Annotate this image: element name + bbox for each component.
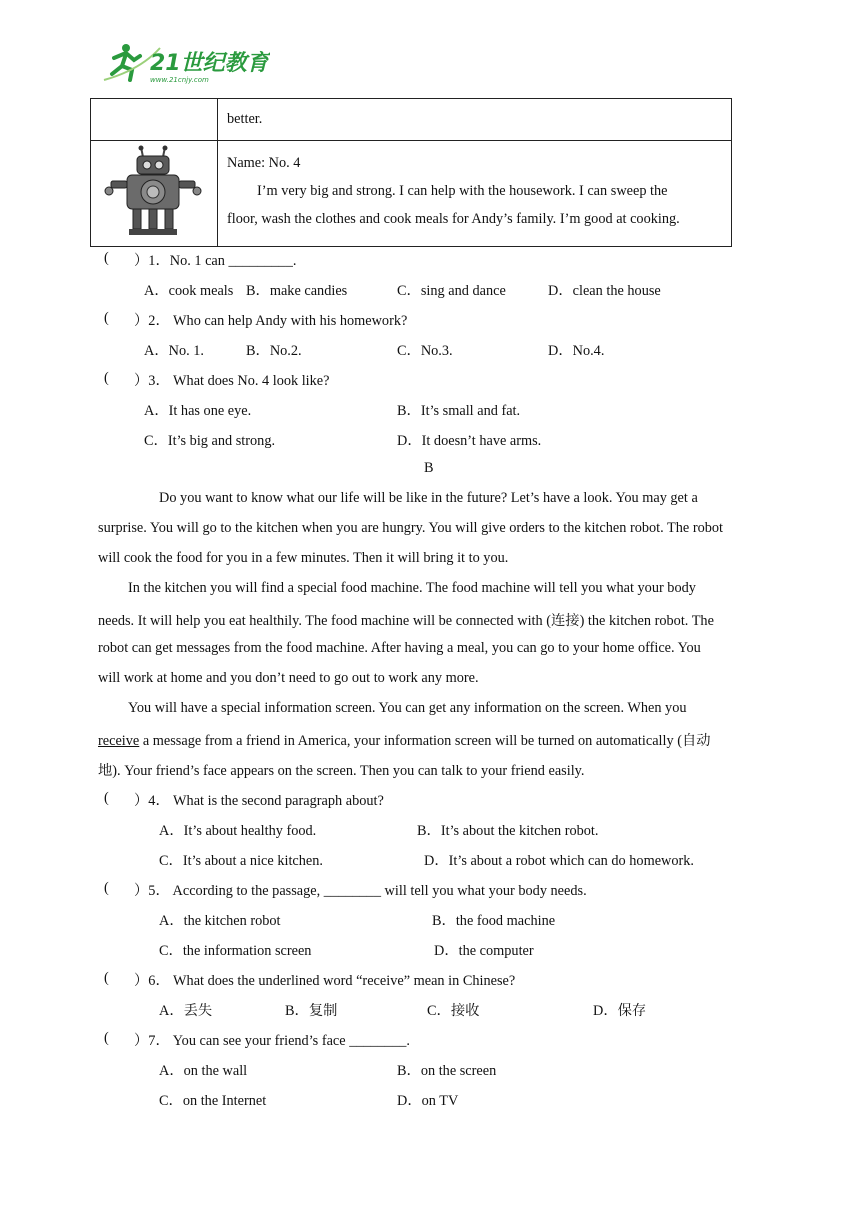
question-3-stem: ）3． What does No. 4 look like? (134, 373, 330, 389)
robot-icon (103, 145, 203, 241)
passage-p3-line2-rest: a message from a friend in America, your information screen will be turned on automatically (自动 (139, 733, 711, 749)
logo (100, 40, 270, 86)
logo-brand: 21世纪教育 (150, 51, 269, 76)
question-6-stem: ）6． What does the underlined word “receive” mean in Chinese? (134, 973, 516, 989)
passage-p2-line3: robot can get messages from the food machine. After having a meal, you can go to your home office. You (98, 640, 701, 656)
passage-p3-line1: You will have a special information screen. You can get any information on the screen. When you (128, 700, 687, 716)
answer-blank-open-6: ( (104, 970, 109, 986)
question-1-option-a: A．cook meals (144, 283, 234, 299)
question-7-option-c: C．on the Internet (159, 1093, 267, 1109)
question-5-option-b: B．the food machine (432, 913, 556, 929)
answer-blank-open-5: ( (104, 880, 109, 896)
passage-p2-line2: needs. It will help you eat healthily. The food machine will be connected with (连接) the kitchen robot. The (98, 613, 714, 629)
question-2-stem: ）2． Who can help Andy with his homework? (134, 313, 408, 329)
robot-desc-cell (218, 141, 732, 247)
question-5-option-c: C．the information screen (159, 943, 312, 959)
passage-p2-line1: In the kitchen you will find a special food machine. The food machine will tell you what your body (128, 580, 696, 596)
question-2-option-d: D．No.4. (548, 343, 605, 359)
passage-p3-line2 (98, 730, 711, 750)
underlined-word-receive: receive (98, 733, 140, 749)
question-6-option-c: C．接收 (427, 1003, 480, 1019)
question-2-option-c: C．No.3. (397, 343, 453, 359)
answer-blank-open-1: ( (104, 250, 109, 266)
question-1-stem: ）1．No. 1 can _________. (134, 253, 297, 269)
passage-p1-line2: surprise. You will go to the kitchen when you are hungry. You will give orders to the kitchen robot. The robot (98, 520, 724, 536)
question-2-option-a: A．No. 1. (144, 343, 204, 359)
question-6-option-a: A．丢失 (159, 1003, 213, 1019)
question-7-option-b: B．on the screen (397, 1063, 497, 1079)
robot-name: Name: No. 4 (227, 155, 301, 171)
question-4-option-c: C．It’s about a nice kitchen. (159, 853, 323, 869)
passage-p2-line4: will work at home and you don’t need to go out to work any more. (98, 670, 479, 686)
question-4-option-a: A．It’s about healthy food. (159, 823, 317, 839)
answer-blank-open-3: ( (104, 370, 109, 386)
table-cell-text (218, 99, 732, 141)
question-7-option-d: D．on TV (397, 1093, 459, 1109)
question-4-option-d: D．It’s about a robot which can do homework. (424, 853, 694, 869)
question-1-option-b: B．make candies (246, 283, 348, 299)
question-7-stem: ）7． You can see your friend’s face ________. (134, 1033, 410, 1049)
table-cell-empty (91, 99, 218, 141)
robot-table (90, 98, 732, 247)
question-6-option-b: B．复制 (285, 1003, 338, 1019)
question-4-stem: ）4． What is the second paragraph about? (134, 793, 384, 809)
question-3-option-d: D．It doesn’t have arms. (397, 433, 542, 449)
section-heading-b: B (424, 460, 434, 476)
row1-text: better. (227, 111, 263, 127)
passage-p1-line1: Do you want to know what our life will be like in the future? Let’s have a look. You may get a (159, 490, 698, 506)
answer-blank-open-4: ( (104, 790, 109, 806)
question-3-option-a: A．It has one eye. (144, 403, 252, 419)
logo-url: www.21cnjy.com (150, 76, 209, 84)
question-4-option-b: B．It’s about the kitchen robot. (417, 823, 599, 839)
question-7-option-a: A．on the wall (159, 1063, 248, 1079)
passage-p1-line3: will cook the food for you in a few minutes. Then it will bring it to you. (98, 550, 509, 566)
question-5-option-d: D．the computer (434, 943, 534, 959)
robot-desc-line1: I’m very big and strong. I can help with the housework. I can sweep the (257, 183, 668, 199)
question-1-option-c: C．sing and dance (397, 283, 506, 299)
question-2-option-b: B．No.2. (246, 343, 302, 359)
question-3-option-b: B．It’s small and fat. (397, 403, 521, 419)
runner-logo-icon (100, 40, 270, 86)
answer-blank-open-2: ( (104, 310, 109, 326)
question-6-option-d: D．保存 (593, 1003, 647, 1019)
passage-p3-line3: 地). Your friend’s face appears on the screen. Then you can talk to your friend easily. (98, 763, 585, 779)
robot-desc-line2: floor, wash the clothes and cook meals for Andy’s family. I’m good at cooking. (227, 211, 680, 227)
question-5-stem: ）5． According to the passage, ________ will tell you what your body needs. (134, 883, 587, 899)
robot-image-cell (91, 141, 218, 247)
question-3-option-c: C．It’s big and strong. (144, 433, 276, 449)
question-1-option-d: D．clean the house (548, 283, 661, 299)
question-5-option-a: A．the kitchen robot (159, 913, 281, 929)
answer-blank-open-7: ( (104, 1030, 109, 1046)
